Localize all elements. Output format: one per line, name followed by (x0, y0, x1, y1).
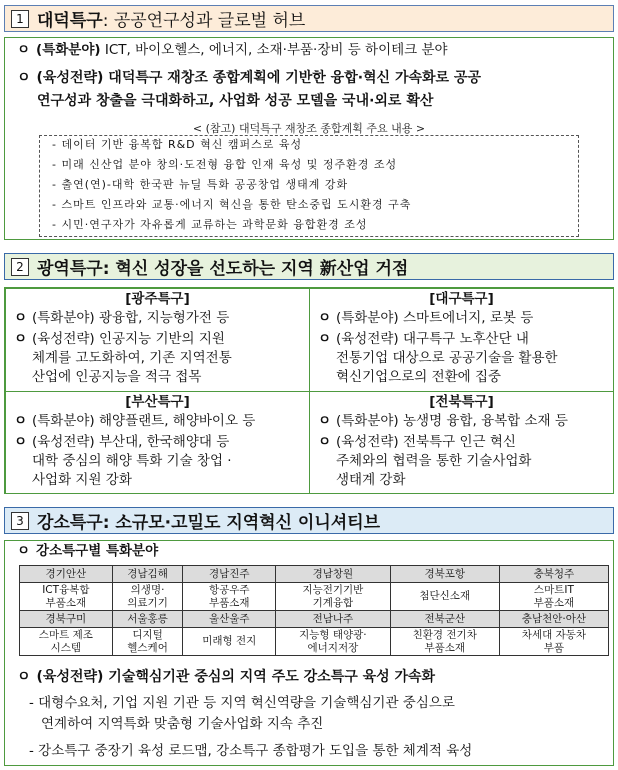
cell-b1: (특화분야) 스마트에너지, 로봇 등 (336, 310, 534, 326)
region-field-cell: 항공우주 부품소재 (183, 583, 276, 611)
s1-bullet1: ㅇ (특화분야) ICT, 바이오헬스, 에너지, 소재·부품·장비 등 하이테크 분야 (17, 42, 448, 58)
region-field-cell: 첨단신소재 (390, 583, 499, 611)
cell-title: [대구특구] (429, 291, 494, 307)
cell-b1: (특화분야) 광융합, 지능형가전 등 (32, 310, 230, 326)
cell-title: [부산특구] (125, 394, 190, 410)
section3-number: 3 (11, 512, 29, 530)
region-field-cell: 스마트 제조 시스템 (20, 628, 113, 656)
section3-header (4, 507, 614, 534)
region-name-cell: 울산울주 (183, 611, 276, 628)
cell-busan: [부산특구] ㅇ (특화분야) 해양플랜트, 해양바이오 등 ㅇ (육성전략) 부산대, 한국해양대 등 대학 중심의 해양 특화 기술 창업 · 사업화 지원 강화 (5, 391, 310, 494)
s1-b2-line2: 연구성과 창출을 극대화하고, 사업화 성공 모델을 국내·외로 확산 (37, 93, 434, 109)
section2-header (4, 253, 614, 280)
s1-ref-item: - 데이터 기반 융복합 R&D 혁신 캠퍼스로 육성 (52, 138, 303, 151)
region-field-cell: 미래형 전지 (183, 628, 276, 656)
region-name-cell: 전북군산 (390, 611, 499, 628)
cell-daegu: [대구특구] ㅇ (특화분야) 스마트에너지, 로봇 등 ㅇ (육성전략) 대구특구 노후산단 내 전통기업 대상으로 공공기술을 활용한 혁신기업으로의 전환에 집중 (309, 288, 614, 392)
region-field-cell: 의생명· 의료기기 (112, 583, 183, 611)
s1-ref-title: < (참고) 대덕특구 재창조 종합계획 주요 내용 > (192, 122, 426, 135)
s1-b1-prefix: (특화분야) (36, 42, 101, 58)
s1-ref-box (39, 135, 579, 237)
region-name-row (20, 566, 609, 583)
s3-sub: ㅇ 강소특구별 특화분야 (17, 543, 159, 559)
s1-bullet2: ㅇ (육성전략) 대덕특구 재창조 종합계획에 기반한 융합·혁신 가속화로 공공 (17, 70, 481, 86)
region-field-cell: 친환경 전기차 부품소재 (390, 628, 499, 656)
section1-title: : 공공연구성과 글로벌 허브 (102, 11, 306, 31)
region-field-cell: 지능전기기반 기계융합 (276, 583, 391, 611)
region-name-cell: 전남나주 (276, 611, 391, 628)
region-field-cell: 차세대 자동차 부품 (499, 628, 608, 656)
region-table (19, 565, 609, 656)
region-field-cell: 디지털 헬스케어 (112, 628, 183, 656)
section1-number: 1 (11, 10, 29, 28)
s1-ref-item: - 출연(연)-대학 한국판 뉴딜 특화 공공창업 생태계 강화 (52, 178, 349, 191)
s3-detail1-line2: 연계하여 지역특화 맞춤형 기술사업화 지속 추진 (41, 716, 324, 732)
s1-ref-item: - 스마트 인프라와 교통·에너지 혁신을 통한 탄소중립 도시환경 구축 (52, 198, 412, 211)
s1-b2-prefix: (육성전략) (36, 70, 104, 86)
region-name-row (20, 611, 609, 628)
s3-detail2: - 강소특구 중장기 육성 로드맵, 강소특구 종합평가 도입을 통한 체계적 육성 (29, 743, 473, 759)
section2-grid (4, 287, 614, 494)
section3-title: : 소규모·고밀도 지역혁신 이니셔티브 (102, 513, 381, 533)
section1-box (4, 37, 614, 240)
region-name-cell: 충남천안·아산 (499, 611, 608, 628)
section2-title-bold: 광역특구 (37, 259, 103, 279)
region-field-cell: ICT융복합 부품소재 (20, 583, 113, 611)
s3-detail1-line1: - 대형수요처, 기업 지원 기관 등 지역 혁신역량을 기술핵심기관 중심으로 (29, 695, 455, 711)
region-name-cell: 충북청주 (499, 566, 608, 583)
region-name-cell: 경북포항 (390, 566, 499, 583)
region-name-cell: 서울홍릉 (112, 611, 183, 628)
s1-b2-line1: 대덕특구 재창조 종합계획에 기반한 융합·혁신 가속화로 공공 (103, 70, 481, 86)
region-field-row (20, 628, 609, 656)
region-field-cell: 스마트IT 부품소재 (499, 583, 608, 611)
region-name-cell: 경남김해 (112, 566, 183, 583)
section1-header (4, 5, 614, 32)
section2-title: : 혁신 성장을 선도하는 지역 新산업 거점 (102, 259, 409, 279)
s3-bullet: ㅇ (육성전략) 기술핵심기관 중심의 지역 주도 강소특구 육성 가속화 (17, 669, 436, 685)
section3-title-bold: 강소특구 (37, 513, 103, 533)
section2-number: 2 (11, 258, 29, 276)
region-field-cell: 지능형 태양광· 에너지저장 (276, 628, 391, 656)
region-name-cell: 경남창원 (276, 566, 391, 583)
cell-title: [전북특구] (429, 394, 494, 410)
region-name-cell: 경북구미 (20, 611, 113, 628)
cell-title: [광주특구] (125, 291, 190, 307)
section3-box (4, 540, 614, 766)
region-name-cell: 경기안산 (20, 566, 113, 583)
cell-b1: (특화분야) 농생명 융합, 융복합 소재 등 (336, 413, 568, 429)
s1-b1-text: ICT, 바이오헬스, 에너지, 소재·부품·장비 등 하이테크 분야 (100, 42, 448, 58)
cell-gwangju: [광주특구] ㅇ (특화분야) 광융합, 지능형가전 등 ㅇ (육성전략) 인공지능 기반의 지원 체계를 고도화하여, 기존 지역전통 산업에 인공지능을 적극 접목 (5, 288, 310, 392)
cell-jeonbuk: [전북특구] ㅇ (특화분야) 농생명 융합, 융복합 소재 등 ㅇ (육성전략) 전북특구 인근 혁신 주체와의 협력을 통한 기술사업화 생태계 강화 (309, 391, 614, 494)
cell-b1: (특화분야) 해양플랜트, 해양바이오 등 (32, 413, 256, 429)
region-name-cell: 경남진주 (183, 566, 276, 583)
region-field-row (20, 583, 609, 611)
s1-ref-item: - 시민·연구자가 자유롭게 교류하는 과학문화 융합환경 조성 (52, 218, 368, 231)
section1-title-bold: 대덕특구 (37, 11, 103, 31)
s1-ref-item: - 미래 신산업 분야 창의·도전형 융합 인재 육성 및 정주환경 조성 (52, 158, 398, 171)
